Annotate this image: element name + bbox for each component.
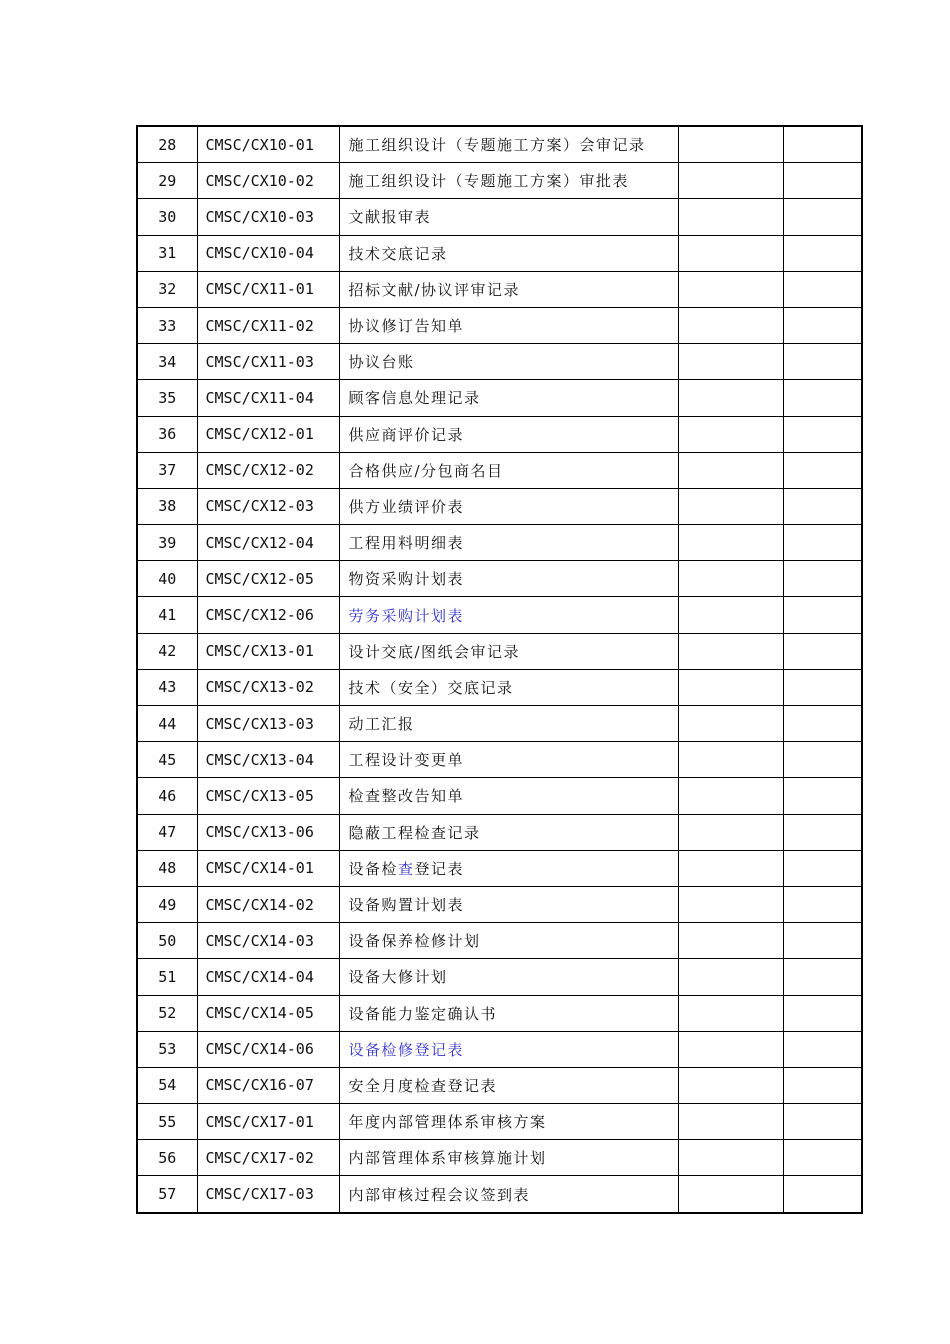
- row-number: 56: [137, 1140, 197, 1176]
- empty-cell: [783, 416, 862, 452]
- record-name: 施工组织设计（专题施工方案）会审记录: [339, 126, 678, 163]
- row-number: 41: [137, 597, 197, 633]
- record-name: 物资采购计划表: [339, 561, 678, 597]
- empty-cell: [783, 126, 862, 163]
- record-code: CMSC/CX10-03: [197, 199, 339, 235]
- record-name: [339, 850, 678, 886]
- row-number: 40: [137, 561, 197, 597]
- records-table-body: [137, 126, 862, 1213]
- empty-cell: [783, 633, 862, 669]
- record-code: CMSC/CX10-02: [197, 163, 339, 199]
- record-code: CMSC/CX10-01: [197, 126, 339, 163]
- record-code: CMSC/CX14-05: [197, 995, 339, 1031]
- row-number: 32: [137, 271, 197, 307]
- row-number: 42: [137, 633, 197, 669]
- record-code: CMSC/CX14-04: [197, 959, 339, 995]
- row-number: 36: [137, 416, 197, 452]
- empty-cell: [678, 923, 783, 959]
- empty-cell: [678, 850, 783, 886]
- table-row: [137, 380, 862, 416]
- empty-cell: [678, 1104, 783, 1140]
- empty-cell: [678, 995, 783, 1031]
- empty-cell: [783, 742, 862, 778]
- record-code: CMSC/CX11-04: [197, 380, 339, 416]
- record-code: CMSC/CX13-02: [197, 669, 339, 705]
- empty-cell: [678, 163, 783, 199]
- row-number: 47: [137, 814, 197, 850]
- empty-cell: [678, 307, 783, 343]
- table-row: [137, 163, 862, 199]
- row-number: 44: [137, 706, 197, 742]
- table-row: [137, 1104, 862, 1140]
- table-row: [137, 235, 862, 271]
- empty-cell: [783, 488, 862, 524]
- record-name: 检查整改告知单: [339, 778, 678, 814]
- row-number: 49: [137, 886, 197, 922]
- record-name: 技术（安全）交底记录: [339, 669, 678, 705]
- record-name: 技术交底记录: [339, 235, 678, 271]
- empty-cell: [783, 1104, 862, 1140]
- record-code: CMSC/CX16-07: [197, 1067, 339, 1103]
- empty-cell: [678, 199, 783, 235]
- empty-cell: [783, 1067, 862, 1103]
- record-code: CMSC/CX11-02: [197, 307, 339, 343]
- empty-cell: [678, 742, 783, 778]
- record-code: CMSC/CX14-03: [197, 923, 339, 959]
- row-number: 48: [137, 850, 197, 886]
- table-row: [137, 742, 862, 778]
- table-row: [137, 307, 862, 343]
- table-row: [137, 923, 862, 959]
- record-code: CMSC/CX14-02: [197, 886, 339, 922]
- table-row: [137, 452, 862, 488]
- empty-cell: [783, 959, 862, 995]
- empty-cell: [678, 525, 783, 561]
- table-row: [137, 271, 862, 307]
- empty-cell: [783, 163, 862, 199]
- record-name: 顾客信息处理记录: [339, 380, 678, 416]
- empty-cell: [678, 271, 783, 307]
- empty-cell: [783, 814, 862, 850]
- record-code: CMSC/CX12-06: [197, 597, 339, 633]
- table-row: [137, 126, 862, 163]
- record-code: CMSC/CX11-03: [197, 344, 339, 380]
- empty-cell: [783, 669, 862, 705]
- empty-cell: [678, 1140, 783, 1176]
- table-row: [137, 344, 862, 380]
- empty-cell: [783, 452, 862, 488]
- table-row: [137, 633, 862, 669]
- record-name: 设备能力鉴定确认书: [339, 995, 678, 1031]
- table-row: [137, 525, 862, 561]
- empty-cell: [783, 344, 862, 380]
- table-row: [137, 1067, 862, 1103]
- empty-cell: [783, 706, 862, 742]
- record-code: CMSC/CX13-03: [197, 706, 339, 742]
- row-number: 57: [137, 1176, 197, 1213]
- empty-cell: [783, 525, 862, 561]
- table-row: [137, 778, 862, 814]
- row-number: 31: [137, 235, 197, 271]
- row-number: 30: [137, 199, 197, 235]
- empty-cell: [678, 886, 783, 922]
- empty-cell: [678, 488, 783, 524]
- record-code: CMSC/CX13-05: [197, 778, 339, 814]
- record-code: CMSC/CX13-06: [197, 814, 339, 850]
- row-number: 39: [137, 525, 197, 561]
- record-name: 设计交底/图纸会审记录: [339, 633, 678, 669]
- row-number: 34: [137, 344, 197, 380]
- row-number: 50: [137, 923, 197, 959]
- empty-cell: [783, 271, 862, 307]
- empty-cell: [678, 235, 783, 271]
- empty-cell: [678, 380, 783, 416]
- table-row: [137, 814, 862, 850]
- row-number: 28: [137, 126, 197, 163]
- record-name: 合格供应/分包商名目: [339, 452, 678, 488]
- table-row: [137, 416, 862, 452]
- record-name: 动工汇报: [339, 706, 678, 742]
- table-row: [137, 886, 862, 922]
- record-name-highlight: 查: [398, 859, 415, 878]
- empty-cell: [678, 452, 783, 488]
- empty-cell: [783, 561, 862, 597]
- empty-cell: [678, 706, 783, 742]
- record-name: 工程设计变更单: [339, 742, 678, 778]
- empty-cell: [678, 1176, 783, 1213]
- row-number: 53: [137, 1031, 197, 1067]
- record-code: CMSC/CX12-03: [197, 488, 339, 524]
- empty-cell: [678, 126, 783, 163]
- empty-cell: [783, 199, 862, 235]
- record-name: 年度内部管理体系审核方案: [339, 1104, 678, 1140]
- record-code: CMSC/CX11-01: [197, 271, 339, 307]
- row-number: 51: [137, 959, 197, 995]
- table-row: [137, 669, 862, 705]
- record-code: CMSC/CX13-01: [197, 633, 339, 669]
- record-name: 文献报审表: [339, 199, 678, 235]
- record-code: CMSC/CX10-04: [197, 235, 339, 271]
- record-name: 内部审核过程会议签到表: [339, 1176, 678, 1213]
- record-code: CMSC/CX17-02: [197, 1140, 339, 1176]
- records-table: [136, 125, 863, 1214]
- table-row: [137, 488, 862, 524]
- record-name: 内部管理体系审核算施计划: [339, 1140, 678, 1176]
- row-number: 33: [137, 307, 197, 343]
- table-row: [137, 561, 862, 597]
- record-code: CMSC/CX17-03: [197, 1176, 339, 1213]
- table-row: [137, 706, 862, 742]
- record-name-part: 登记表: [414, 859, 465, 878]
- empty-cell: [783, 597, 862, 633]
- record-code: CMSC/CX12-04: [197, 525, 339, 561]
- record-name: 供方业绩评价表: [339, 488, 678, 524]
- empty-cell: [783, 380, 862, 416]
- empty-cell: [678, 344, 783, 380]
- record-code: CMSC/CX14-01: [197, 850, 339, 886]
- empty-cell: [783, 1031, 862, 1067]
- row-number: 55: [137, 1104, 197, 1140]
- row-number: 46: [137, 778, 197, 814]
- record-name-part: 设备检: [348, 859, 399, 878]
- table-row: [137, 850, 862, 886]
- empty-cell: [678, 561, 783, 597]
- row-number: 35: [137, 380, 197, 416]
- row-number: 37: [137, 452, 197, 488]
- empty-cell: [678, 1031, 783, 1067]
- record-name: 隐蔽工程检查记录: [339, 814, 678, 850]
- empty-cell: [783, 778, 862, 814]
- record-name: 协议修订告知单: [339, 307, 678, 343]
- table-row: [137, 1031, 862, 1067]
- record-name: 安全月度检查登记表: [339, 1067, 678, 1103]
- empty-cell: [783, 1176, 862, 1213]
- empty-cell: [783, 923, 862, 959]
- row-number: 54: [137, 1067, 197, 1103]
- empty-cell: [678, 669, 783, 705]
- record-name: 施工组织设计（专题施工方案）审批表: [339, 163, 678, 199]
- record-name: 设备检修登记表: [339, 1031, 678, 1067]
- table-row: [137, 597, 862, 633]
- empty-cell: [783, 1140, 862, 1176]
- record-name: 供应商评价记录: [339, 416, 678, 452]
- record-code: CMSC/CX13-04: [197, 742, 339, 778]
- table-row: [137, 959, 862, 995]
- empty-cell: [783, 850, 862, 886]
- row-number: 45: [137, 742, 197, 778]
- record-code: CMSC/CX12-01: [197, 416, 339, 452]
- row-number: 43: [137, 669, 197, 705]
- empty-cell: [783, 886, 862, 922]
- table-row: [137, 995, 862, 1031]
- record-code: CMSC/CX14-06: [197, 1031, 339, 1067]
- row-number: 38: [137, 488, 197, 524]
- empty-cell: [783, 307, 862, 343]
- record-code: CMSC/CX12-02: [197, 452, 339, 488]
- empty-cell: [678, 814, 783, 850]
- record-name: 招标文献/协议评审记录: [339, 271, 678, 307]
- empty-cell: [678, 633, 783, 669]
- record-name: 设备保养检修计划: [339, 923, 678, 959]
- record-name: 工程用料明细表: [339, 525, 678, 561]
- empty-cell: [678, 959, 783, 995]
- empty-cell: [678, 597, 783, 633]
- empty-cell: [678, 416, 783, 452]
- record-name: 劳务采购计划表: [339, 597, 678, 633]
- table-row: [137, 1176, 862, 1213]
- record-code: CMSC/CX17-01: [197, 1104, 339, 1140]
- empty-cell: [783, 235, 862, 271]
- record-name: 协议台账: [339, 344, 678, 380]
- empty-cell: [678, 1067, 783, 1103]
- record-code: CMSC/CX12-05: [197, 561, 339, 597]
- record-name: 设备购置计划表: [339, 886, 678, 922]
- row-number: 52: [137, 995, 197, 1031]
- record-name: 设备大修计划: [339, 959, 678, 995]
- empty-cell: [678, 778, 783, 814]
- table-row: [137, 1140, 862, 1176]
- row-number: 29: [137, 163, 197, 199]
- empty-cell: [783, 995, 862, 1031]
- table-row: [137, 199, 862, 235]
